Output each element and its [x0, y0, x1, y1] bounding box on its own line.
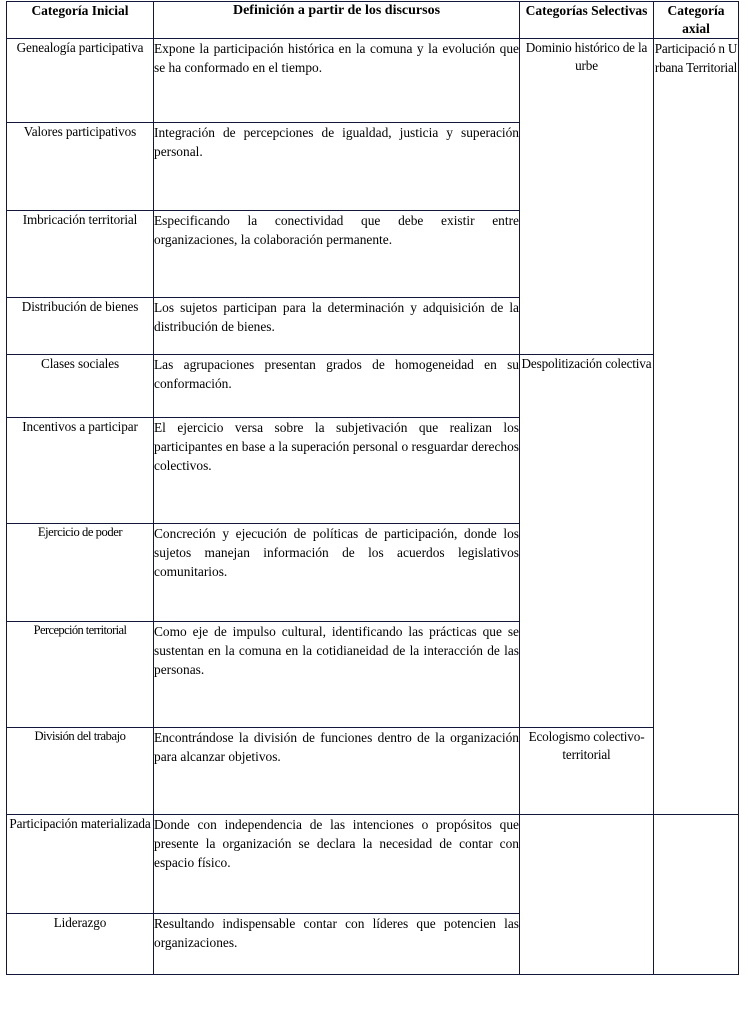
cell-categoria-inicial: Imbricación territorial [7, 210, 154, 297]
header-categoria-axial: Categoría axial [654, 2, 739, 39]
cell-definicion: Expone la participación histórica en la comuna y la evolución que se ha conformado en el tiempo. [154, 38, 520, 122]
cell-definicion: Especificando la conectividad que debe existir entre organizaciones, la colaboración permanente. [154, 210, 520, 297]
cell-categoria-axial: Participació n Urbana Territorial [654, 38, 739, 814]
cell-categoria-inicial: Percepción territorial [7, 621, 154, 727]
cell-categoria-selectiva: Dominio histórico de la urbe [520, 38, 654, 354]
cell-categoria-selectiva: Ecologismo colectivo-territorial [520, 727, 654, 814]
table-row [7, 354, 739, 417]
cell-categoria-inicial: Incentivos a participar [7, 417, 154, 523]
cell-definicion: Las agrupaciones presentan grados de homogeneidad en su conformación. [154, 354, 520, 417]
header-definicion: Definición a partir de los discursos [154, 2, 520, 39]
cell-definicion: Encontrándose la división de funciones dentro de la organización para alcanzar objetivos. [154, 727, 520, 814]
cell-categoria-inicial: Genealogía participativa [7, 38, 154, 122]
cell-categoria-inicial: Valores participativos [7, 122, 154, 210]
cell-categoria-inicial: Clases sociales [7, 354, 154, 417]
cell-definicion: Como eje de impulso cultural, identificando las prácticas que se sustentan en la comuna en la cotidianeidad de la interacción de las personas. [154, 621, 520, 727]
cell-definicion: Resultando indispensable contar con líderes que potencien las organizaciones. [154, 913, 520, 974]
header-categoria-inicial: Categoría Inicial [7, 2, 154, 39]
cell-definicion: Donde con independencia de las intenciones o propósitos que presente la organización se declara la necesidad de contar con espacio físico. [154, 814, 520, 913]
table-row [7, 814, 739, 913]
cell-definicion: Concreción y ejecución de políticas de participación, donde los sujetos manejan información de los acuerdos legislativos comunitarios. [154, 523, 520, 621]
cell-categoria-inicial: Distribución de bienes [7, 297, 154, 354]
cell-definicion: El ejercicio versa sobre la subjetivación que realizan los participantes en base a la superación personal o resguardar derechos colectivos. [154, 417, 520, 523]
table-header-row [7, 2, 739, 39]
table-row [7, 38, 739, 122]
cell-categoria-inicial: Participación materializada [7, 814, 154, 913]
cell-categoria-inicial: Liderazgo [7, 913, 154, 974]
categories-table [6, 1, 739, 975]
cell-definicion: Los sujetos participan para la determinación y adquisición de la distribución de bienes. [154, 297, 520, 354]
cell-categoria-selectiva: Despolitización colectiva [520, 354, 654, 727]
cell-categoria-inicial: División del trabajo [7, 727, 154, 814]
cell-categoria-axial-empty [654, 814, 739, 974]
cell-definicion: Integración de percepciones de igualdad, justicia y superación personal. [154, 122, 520, 210]
cell-categoria-selectiva-empty [520, 814, 654, 974]
cell-categoria-inicial: Ejercicio de poder [7, 523, 154, 621]
table-row [7, 727, 739, 814]
header-categorias-selectivas: Categorías Selectivas [520, 2, 654, 39]
